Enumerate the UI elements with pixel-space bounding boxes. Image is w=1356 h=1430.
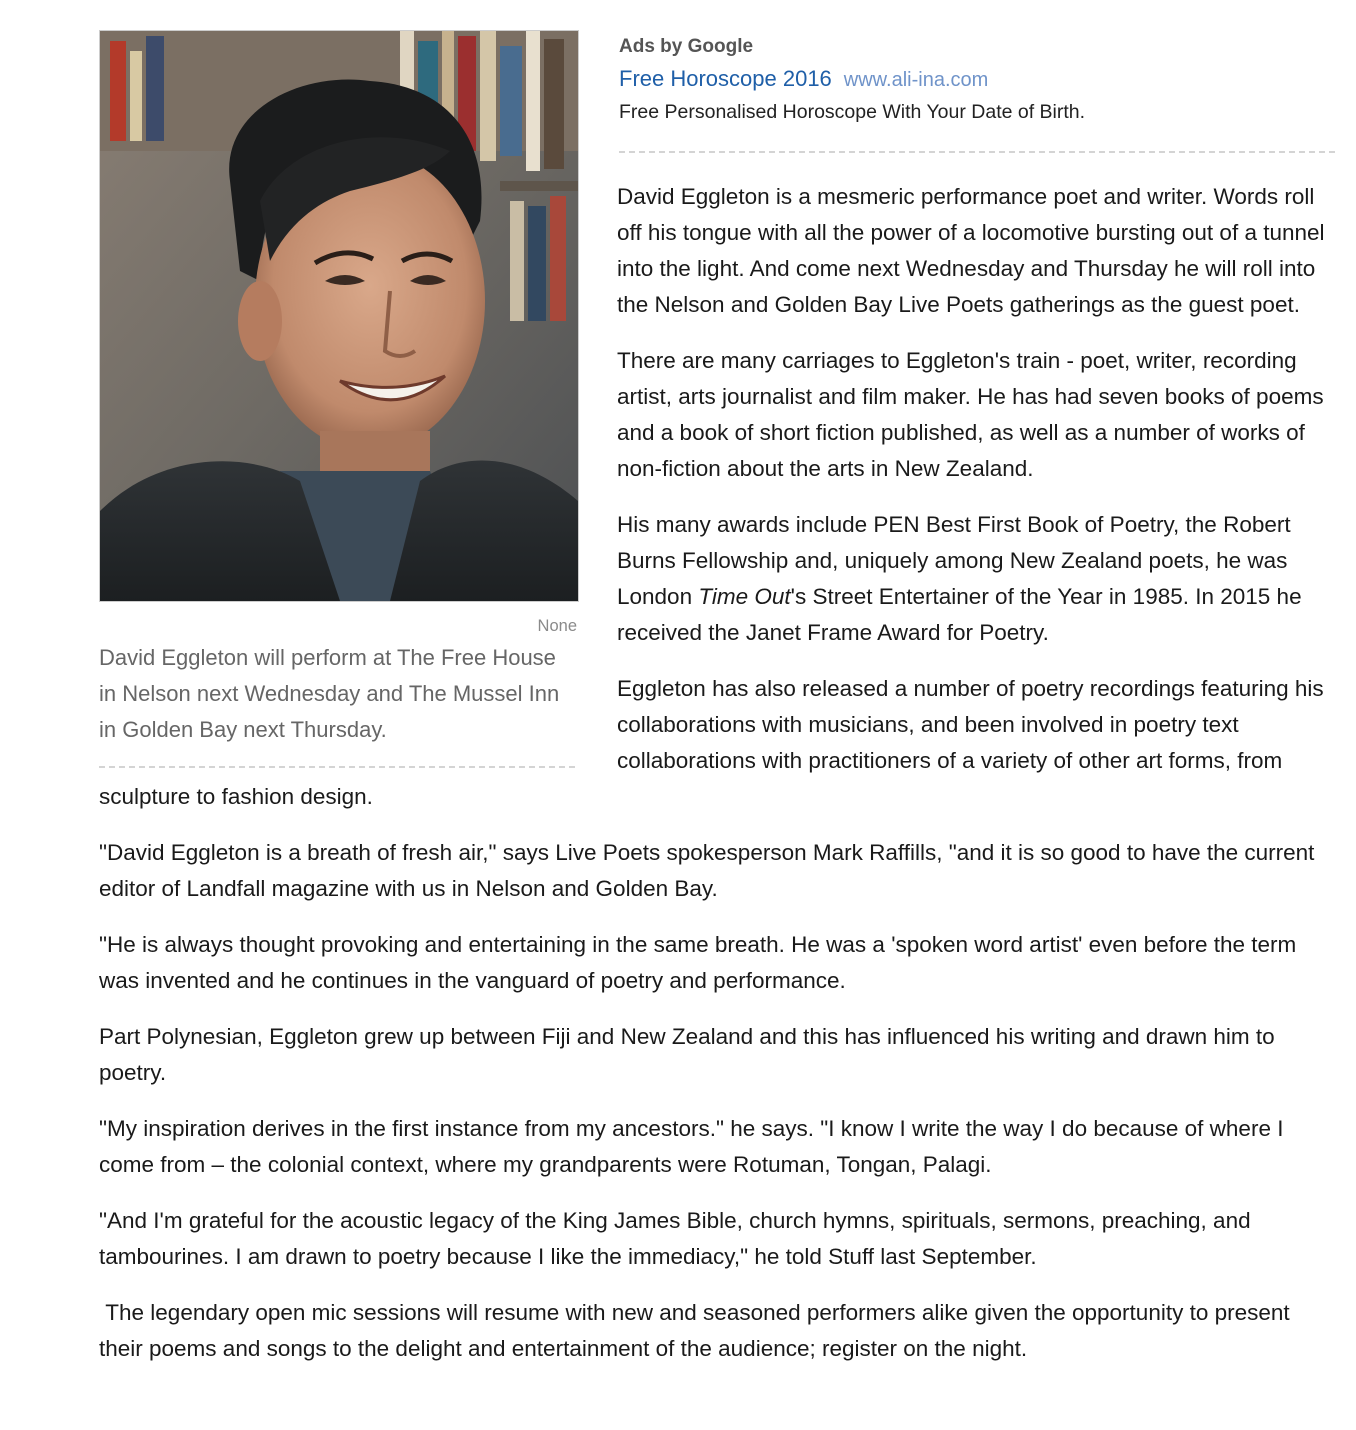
paragraph-5: "David Eggleton is a breath of fresh air," says Live Poets spokesperson Mark Raffills, "and it is so good to have the current editor of Landfall magazine with us in Nelson and Golden Bay.: [99, 840, 1315, 901]
ad-headline-row: [619, 62, 1335, 97]
paragraph-8: "My inspiration derives in the first instance from my ancestors." he says. "I know I write the way I do because of where I come from – the colonial context, where my grandparents were Rotuman, Tongan, Palagi.: [99, 1116, 1284, 1177]
paragraph-7: Part Polynesian, Eggleton grew up between Fiji and New Zealand and this has influenced his writing and drawn him to poetry.: [99, 1024, 1275, 1085]
paragraph-10: The legendary open mic sessions will resume with new and seasoned performers alike given the opportunity to present their poems and songs to the delight and entertainment of the audience; register on the night.: [99, 1300, 1296, 1361]
paragraph-3-text-b: 's Street Entertainer of the Year in 1985. In 2015 he received the Janet Frame Award for Poetry.: [617, 584, 1302, 645]
paragraph-1: David Eggleton is a mesmeric performance poet and writer. Words roll off his tongue with all the power of a locomotive bursting out of a tunnel into the light. And come next Wednesday and Thursday he will roll into the Nelson and Golden Bay Live Poets gatherings as the guest poet.: [617, 184, 1325, 317]
ad-description: Free Personalised Horoscope With Your Date of Birth.: [619, 101, 1086, 123]
ads-block: [619, 32, 1335, 153]
ad-url-link[interactable]: www.ali-ina.com: [843, 69, 989, 91]
paragraph-4: Eggleton has also released a number of poetry recordings featuring his collaborations with musicians, and been involved in poetry text collaborations with practitioners of a variety of other art forms, from sculpture to fashion design.: [99, 676, 1324, 809]
article-figure: [99, 30, 577, 768]
article-body: [99, 30, 1339, 1387]
ads-label[interactable]: Ads by Google: [619, 36, 754, 57]
paragraph-9: "And I'm grateful for the acoustic legacy of the King James Bible, church hymns, spirituals, sermons, preaching, and tambourines. I am drawn to poetry because I like the immediacy," he told Stuff last September.: [99, 1208, 1251, 1269]
publication-name: Time Out: [698, 584, 791, 609]
paragraph-2: There are many carriages to Eggleton's train - poet, writer, recording artist, arts journalist and film maker. He has had seven books of poems and a book of short fiction published, as well as a number of works of non-fiction about the arts in New Zealand.: [617, 348, 1324, 481]
portrait-image: [100, 31, 578, 601]
paragraph-6: "He is always thought provoking and entertaining in the same breath. He was a 'spoken word artist' even before the term was invented and he continues in the vanguard of poetry and performance.: [99, 932, 1297, 993]
ad-title-link[interactable]: Free Horoscope 2016: [619, 66, 832, 91]
photo-caption: David Eggleton will perform at The Free House in Nelson next Wednesday and The Mussel Inn in Golden Bay next Thursday.: [99, 640, 575, 768]
author-photo[interactable]: [99, 30, 579, 602]
paragraph-3-text-a: His many awards include PEN Best First Book of Poetry, the Robert Burns Fellowship and, uniquely among New Zealand poets, he was London: [617, 512, 1291, 609]
photo-credit: None: [537, 617, 577, 635]
